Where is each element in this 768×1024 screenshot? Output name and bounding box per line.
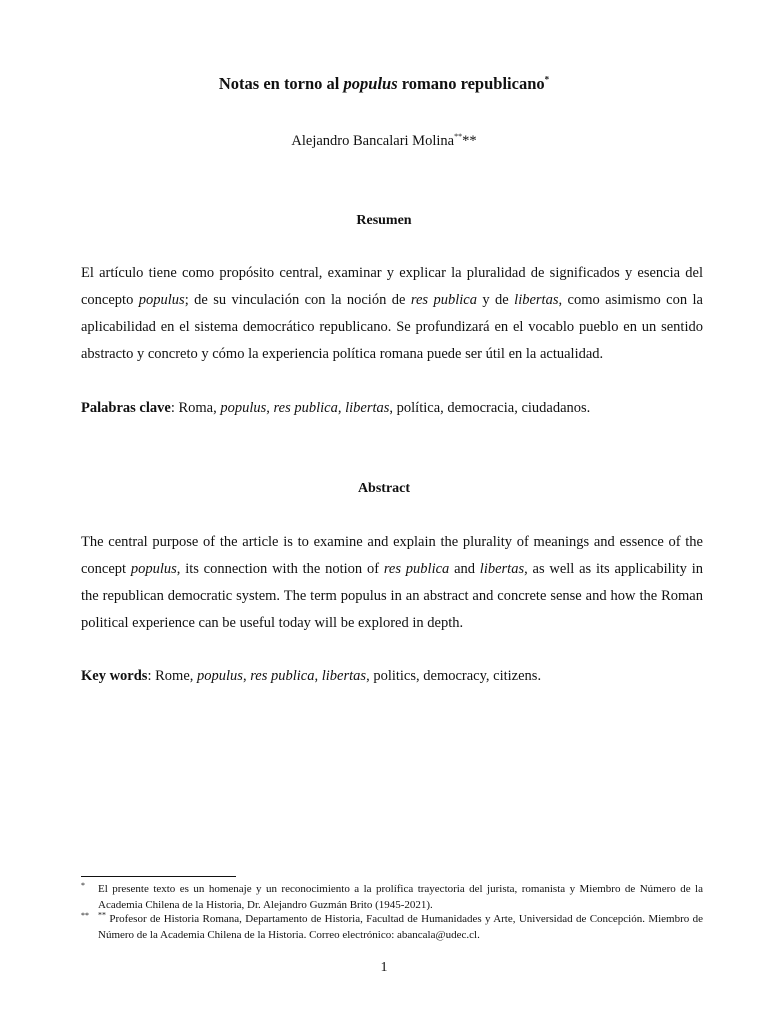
footnote-2-marker: **	[81, 911, 89, 920]
key-words-label: Key words	[81, 668, 148, 684]
key-words-sep-2: ,	[314, 668, 322, 684]
abstract-italic-2: res publica	[383, 561, 450, 577]
resumen-italic-1: populus	[138, 292, 185, 308]
key-words-italic-3: libertas	[321, 668, 367, 684]
palabras-clave-sep-2: ,	[337, 400, 346, 416]
resumen-text-2: ; de su vinculación con la noción de	[184, 292, 411, 308]
footnote-2-inner-marker: **	[98, 910, 106, 920]
resumen-text-1: El artículo tiene como propósito central, examinar y explicar la pluralidad de significados y esencia del concepto	[81, 265, 703, 308]
footnote-1-text: El presente texto es un homenaje y un reconocimiento a la prolífica trayectoria del jurista, romanista y Miembro de Número de la Academia Chilena de la Historia, Dr. Alejandro Guzmán Brito (1945-2021).	[98, 883, 703, 911]
resumen-italic-3: libertas	[514, 292, 559, 308]
palabras-clave-rest: , política, democracia, ciudadanos.	[389, 400, 591, 416]
palabras-clave-italic-3: libertas	[345, 400, 390, 416]
abstract-text-4: , as well as its applicability in the republican democratic system. The term populus in an abstract and concrete sense and how the Roman political experience can be useful today will be explored in depth.	[81, 561, 703, 631]
author-line	[0, 131, 768, 151]
article-title	[0, 73, 768, 95]
abstract-paragraph	[81, 529, 703, 637]
palabras-clave-italic-2: res publica	[273, 400, 338, 416]
author-footnote-marker[interactable]: **	[454, 132, 463, 142]
footnote-1	[81, 881, 703, 913]
abstract-italic-3: libertas	[479, 561, 525, 577]
resumen-text-3: y de	[476, 292, 515, 308]
author-name: Alejandro Bancalari Molina	[291, 133, 455, 149]
footnote-2-text[interactable]: Profesor de Historia Romana, Departamento de Historia, Facultad de Humanidades y Arte, Universidad de Concepción. Miembro de Número de la Academia Chilena de la Historia. Correo electrónico: abancala@udec.cl.	[98, 913, 703, 941]
palabras-clave-label: Palabras clave	[81, 400, 171, 416]
author-trailing-marker: **	[462, 133, 477, 149]
title-text-end: romano republicano	[397, 74, 545, 93]
abstract-text-3: and	[449, 561, 480, 577]
resumen-heading: Resumen	[356, 213, 412, 228]
footnote-separator	[81, 876, 236, 877]
title-text-start: Notas en torno al	[218, 74, 344, 93]
key-words-sep: : Rome,	[147, 668, 198, 684]
key-words-line	[81, 666, 703, 686]
key-words-rest: , politics, democracy, citizens.	[366, 668, 542, 684]
palabras-clave-line	[81, 398, 703, 418]
abstract-heading: Abstract	[357, 481, 411, 496]
key-words-italic-1: populus	[197, 668, 243, 684]
abstract-text-2: , its connection with the notion of	[176, 561, 384, 577]
resumen-italic-2: res publica	[410, 292, 477, 308]
title-italic-term: populus	[343, 74, 398, 93]
palabras-clave-sep-1: ,	[266, 400, 274, 416]
key-words-sep-1: ,	[242, 668, 251, 684]
footnote-2	[81, 911, 703, 943]
abstract-text-1: The central purpose of the article is to examine and explain the plurality of meanings and essence of the concept	[81, 534, 703, 577]
page-number: 1	[380, 960, 388, 975]
title-footnote-marker[interactable]: *	[544, 74, 550, 85]
resumen-paragraph	[81, 260, 703, 368]
palabras-clave-italic-1: populus	[220, 400, 267, 416]
footnote-2-body	[98, 911, 703, 943]
abstract-italic-1: populus	[130, 561, 177, 577]
palabras-clave-sep: : Roma,	[170, 400, 221, 416]
key-words-italic-2: res publica	[250, 668, 315, 684]
resumen-text-4: , como asimismo con la aplicabilidad en el sistema democrático republicano. Se profundizará en el vocablo pueblo en un sentido abstracto y concreto y cómo la experiencia política romana puede ser útil en la actualidad.	[81, 292, 703, 362]
footnote-1-marker: *	[81, 881, 85, 890]
